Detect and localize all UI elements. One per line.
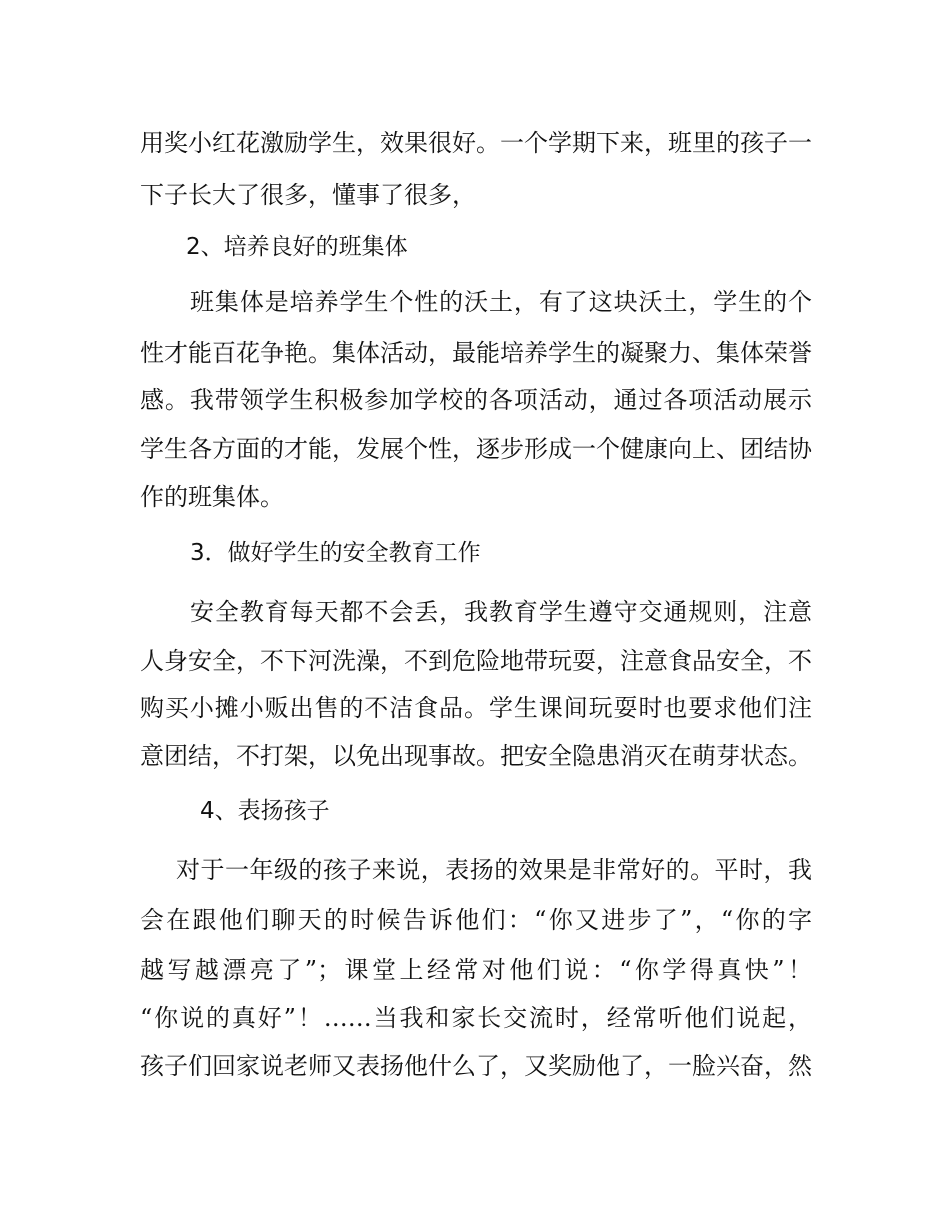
paragraph-line: 下子长大了很多，懂事了很多，	[140, 181, 476, 209]
paragraph-line: 人身安全，不下河洗澡，不到危险地带玩耍，注意食品安全，不	[140, 647, 812, 675]
paragraph-line: “你说的真好”！……当我和家长交流时，经常听他们说起，	[140, 1004, 812, 1032]
paragraph-line: 意团结，不打架，以免出现事故。把安全隐患消灭在萌芽状态。	[140, 742, 812, 770]
paragraph-line: 用奖小红花激励学生，效果很好。一个学期下来，班里的孩子一	[140, 129, 812, 157]
paragraph-line: 作的班集体。	[140, 483, 284, 511]
paragraph-line: 会在跟他们聊天的时候告诉他们：“你又进步了”，“你的字	[140, 906, 812, 934]
paragraph-line: 安全教育每天都不会丢，我教育学生遵守交通规则，注意	[190, 598, 812, 626]
paragraph-line: 学生各方面的才能，发展个性，逐步形成一个健康向上、团结协	[140, 435, 812, 463]
section-heading-4: 4、表扬孩子	[200, 798, 330, 824]
paragraph-line: 感。我带领学生积极参加学校的各项活动，通过各项活动展示	[140, 386, 812, 414]
paragraph-line: 孩子们回家说老师又表扬他什么了，又奖励他了，一脸兴奋，然	[140, 1052, 812, 1080]
paragraph-line: 班集体是培养学生个性的沃土，有了这块沃土，学生的个	[190, 288, 812, 316]
paragraph-line: 越写越漂亮了”；课堂上经常对他们说：“你学得真快”！	[140, 956, 812, 984]
paragraph-line: 购买小摊小贩出售的不洁食品。学生课间玩耍时也要求他们注	[140, 694, 812, 722]
paragraph-line: 性才能百花争艳。集体活动，最能培养学生的凝聚力、集体荣誉	[140, 339, 812, 367]
section-heading-2: 2、培养良好的班集体	[186, 234, 408, 260]
paragraph-line: 对于一年级的孩子来说，表扬的效果是非常好的。平时，我	[176, 856, 812, 884]
section-heading-3: 3．做好学生的安全教育工作	[190, 540, 481, 566]
